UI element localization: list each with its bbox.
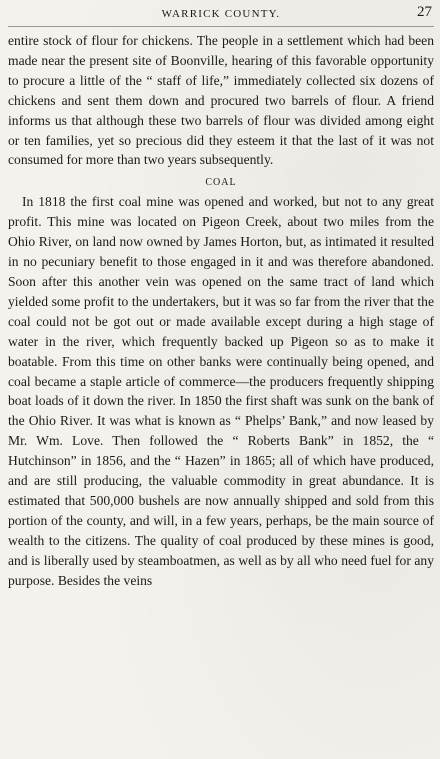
paragraph-coal: In 1818 the first coal mine was opened and worked, but not to any great profit. This mine was located on Pigeon Creek, about two miles from the Ohio River, on land now owned by James Horton, but, as intimated it resulted in no pecuniary benefit to those engaged in it and was therefore abandoned. Soon after this another vein was opened on the same tract of land which yielded some profit to the undertakers, but it was so far from the river that the coal could not be got out or made available except during a high stage of water in the river, which frequently backed up Pigeon so as to make it boatable. From this time on other banks were continually being opened, and coal became a staple article of commerce—the producers frequently shipping boat loads of it down the river. In 1850 the first shaft was sunk on the bank of the Ohio River. It was what is known as “ Phelps’ Bank,” and now leased by Mr. Wm. Love. Then followed the “ Roberts Bank” in 1852, the “ Hutchinson” in 1856, and the “ Hazen” in 1865; all of which have produced, and are still producing, the valuable commodity in great abundance. It is estimated that 500,000 bushels are now annually shipped and sold from this portion of the county, and will, in a few years, perhaps, be the main source of wealth to the citizens. The quality of coal produced by these mines is good, and is liberally used by steamboatmen, as well as by all who need fuel for any purpose. Besides the veins [8, 194, 434, 588]
section-heading-coal: COAL [205, 177, 237, 189]
body-text [8, 31, 434, 590]
running-title: WARRICK COUNTY. [161, 8, 281, 20]
page-number: 27 [417, 4, 432, 20]
running-header [8, 4, 434, 27]
paragraph-flour: entire stock of flour for chickens. The people in a settlement which had been made near the present site of Boonville, hearing of this favorable opportunity to procure a little of the “ staff of life,” immediately collected six dozens of chickens and sent them down and procured two barrels of flour. A friend informs us that although these two barrels of flour was divided among eight or ten families, yet so precious did they esteem it that the last of it was not consumed for more than two years subsequently. [8, 33, 434, 168]
